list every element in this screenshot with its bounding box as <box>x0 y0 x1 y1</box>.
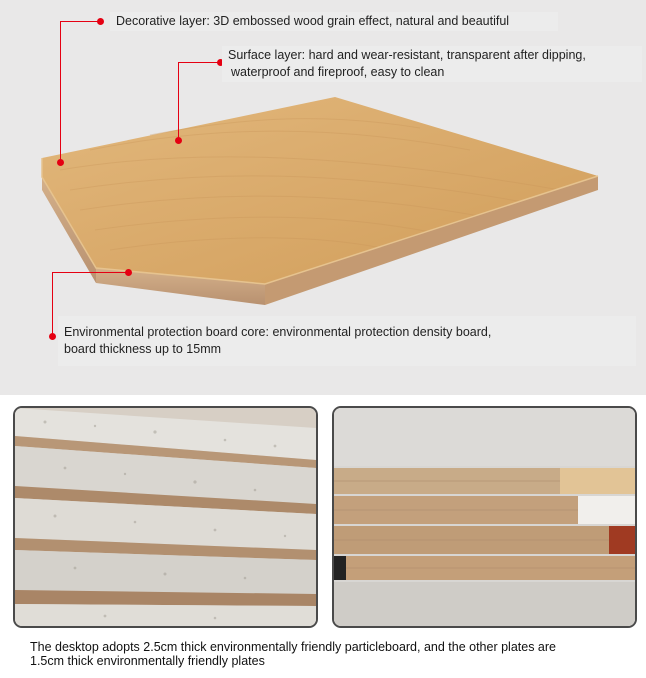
callout-surface-layer <box>222 46 642 82</box>
particleboard-stack-image <box>15 408 316 626</box>
callout-board-core <box>58 316 636 366</box>
callout-dot-decorative-end <box>57 159 64 166</box>
callout-decorative-layer-text: Decorative layer: 3D embossed wood grain effect, natural and beautiful <box>116 14 510 28</box>
caption-line2: 1.5cm thick environmentally friendly plates <box>30 654 265 668</box>
callout-line-surface-vertical <box>178 62 179 140</box>
callout-board-core-line2: board thickness up to 15mm <box>64 342 222 356</box>
callout-line-core-horizontal <box>52 272 128 273</box>
caption-text <box>30 640 630 668</box>
callout-line-decorative-vertical <box>60 21 61 163</box>
caption-line1: The desktop adopts 2.5cm thick environmentally friendly particleboard, and the other plates are <box>30 640 556 654</box>
callout-line-core-vertical <box>52 272 53 337</box>
particleboard-stack-photo <box>13 406 318 628</box>
callout-dot-decorative-start <box>97 18 104 25</box>
laminated-board-edges-photo <box>332 406 637 628</box>
callout-line-surface-horizontal <box>178 62 220 63</box>
callout-surface-layer-line2: waterproof and fireproof, easy to clean <box>231 65 445 79</box>
callout-decorative-layer <box>110 12 558 31</box>
callout-dot-surface-end <box>175 137 182 144</box>
callout-surface-layer-line1: Surface layer: hard and wear-resistant, transparent after dipping, <box>228 48 586 62</box>
callout-line-decorative-horizontal <box>60 21 100 22</box>
callout-board-core-line1: Environmental protection board core: environmental protection density board, <box>64 325 492 339</box>
laminated-board-edges-image <box>334 408 635 626</box>
callout-dot-core-start <box>125 269 132 276</box>
callout-dot-core-end <box>49 333 56 340</box>
